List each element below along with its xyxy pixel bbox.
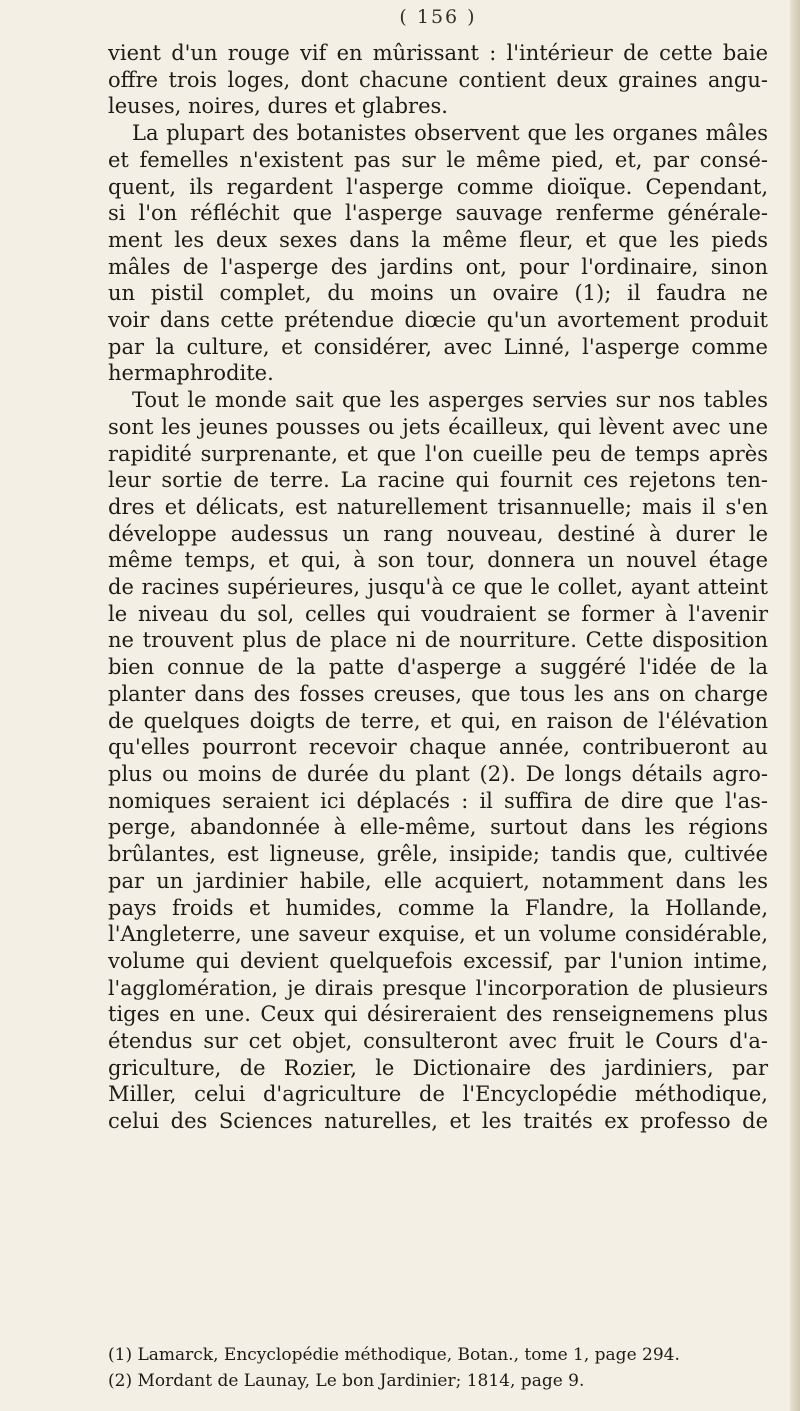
text-line: l'agglomération, je dirais presque l'incorporation de plusieurs: [108, 975, 768, 1000]
text-line: ment les deux sexes dans la même fleur, et que les pieds: [108, 227, 768, 252]
text-line: bien connue de la patte d'asperge a suggéré l'idée de la: [108, 655, 768, 680]
text-line: de racines supérieures, jusqu'à ce que le collet, ayant atteint: [108, 575, 768, 600]
text-line: par la culture, et considérer, avec Linné, l'asperge comme: [108, 334, 768, 359]
paragraph-1: [108, 40, 768, 120]
text-line: rapidité surprenante, et que l'on cueille peu de temps après: [108, 441, 768, 466]
text-line: volume qui devient quelquefois excessif, par l'union intime,: [108, 948, 768, 973]
text-line: pays froids et humides, comme la Flandre, la Hollande,: [108, 895, 768, 920]
text-line: un pistil complet, du moins un ovaire (1); il faudra ne: [108, 281, 768, 306]
text-line: l'Angleterre, une saveur exquise, et un volume considérable,: [108, 922, 768, 947]
text-line: par un jardinier habile, elle acquiert, notamment dans les: [108, 868, 768, 893]
text-line: sont les jeunes pousses ou jets écailleux, qui lèvent avec une: [108, 414, 768, 439]
page-number: ( 156 ): [399, 6, 477, 28]
text-line: vient d'un rouge vif en mûrissant : l'intérieur de cette baie: [108, 41, 768, 65]
book-page: [108, 0, 768, 1411]
main-text: [108, 40, 768, 1135]
text-line: leuses, noires, dures et glabres.: [108, 94, 448, 119]
footnote-1: (1) Lamarck, Encyclopédie méthodique, Botan., tome 1, page 294.: [108, 1345, 680, 1365]
text-line: qu'elles pourront recevoir chaque année, contribueront au: [108, 735, 768, 760]
text-line: plus ou moins de durée du plant (2). De longs détails agro-: [108, 761, 768, 786]
text-line: celui des Sciences naturelles, et les traités ex professo de: [108, 1109, 768, 1134]
text-line: mâles de l'asperge des jardins ont, pour l'ordinaire, sinon: [108, 254, 768, 279]
text-line: planter dans des fosses creuses, que tous les ans on charge: [108, 681, 768, 706]
text-line: le niveau du sol, celles qui voudraient se former à l'avenir: [108, 601, 768, 626]
text-line: hermaphrodite.: [108, 361, 274, 386]
text-line: et femelles n'existent pas sur le même pied, et, par consé-: [108, 147, 768, 172]
text-line: même temps, et qui, à son tour, donnera un nouvel étage: [108, 548, 768, 573]
text-line: Tout le monde sait que les asperges servies sur nos tables: [132, 388, 768, 413]
text-line: La plupart des botanistes observent que les organes mâles: [132, 121, 768, 146]
text-line: offre trois loges, dont chacune contient deux graines angu-: [108, 67, 768, 92]
footnotes: [108, 1342, 768, 1394]
text-line: nomiques seraient ici déplacés : il suffira de dire que l'as-: [108, 788, 768, 813]
text-line: brûlantes, est ligneuse, grêle, insipide; tandis que, cultivée: [108, 842, 768, 867]
text-line: griculture, de Rozier, le Dictionaire des jardiniers, par: [108, 1055, 768, 1080]
paragraph-3: [108, 387, 768, 1135]
text-line: dres et délicats, est naturellement trisannuelle; mais il s'en: [108, 494, 768, 519]
footnote-2: (2) Mordant de Launay, Le bon Jardinier; 1814, page 9.: [108, 1371, 585, 1391]
text-line: de quelques doigts de terre, et qui, en raison de l'élévation: [108, 708, 768, 733]
text-line: étendus sur cet objet, consulteront avec fruit le Cours d'a-: [108, 1029, 768, 1054]
text-line: quent, ils regardent l'asperge comme dioïque. Cependant,: [108, 174, 768, 199]
text-line: développe audessus un rang nouveau, destiné à durer le: [108, 521, 768, 546]
text-line: Miller, celui d'agriculture de l'Encyclopédie méthodique,: [108, 1082, 768, 1107]
text-line: voir dans cette prétendue diœcie qu'un avortement produit: [108, 308, 768, 333]
text-line: ne trouvent plus de place ni de nourriture. Cette disposition: [108, 628, 768, 653]
text-line: tiges en une. Ceux qui désireraient des renseignemens plus: [108, 1002, 768, 1027]
text-line: perge, abandonnée à elle-même, surtout dans les régions: [108, 815, 768, 840]
text-line: leur sortie de terre. La racine qui fournit ces rejetons ten-: [108, 468, 768, 493]
text-line: si l'on réfléchit que l'asperge sauvage renferme générale-: [108, 201, 768, 226]
page-edge: [790, 0, 800, 1411]
paragraph-2: [108, 120, 768, 387]
